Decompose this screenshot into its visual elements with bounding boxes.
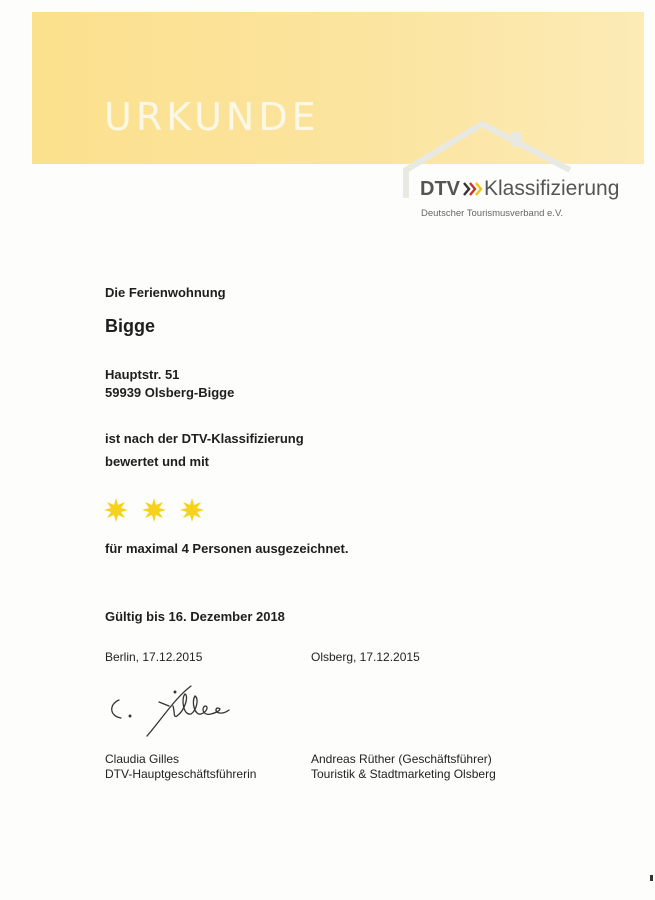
left-signer-name: Claudia Gilles (105, 752, 180, 766)
logo-subtitle: Deutscher Tourismusverband e.V. (421, 208, 564, 219)
certificate-title: URKUNDE (104, 95, 320, 139)
property-name: Bigge (105, 316, 156, 336)
logo-klassifizierung: Klassifizierung (484, 177, 620, 200)
award-text: für maximal 4 Personen ausgezeichnet. (105, 541, 349, 556)
street-address: Hauptstr. 51 (105, 367, 180, 382)
chevron-icon (461, 178, 483, 200)
right-signer-role: Touristik & Stadtmarketing Olsberg (311, 767, 496, 781)
right-signer-name: Andreas Rüther (Geschäftsführer) (311, 752, 492, 766)
left-signer-role: DTV-Hauptgeschäftsführerin (105, 767, 257, 781)
scan-mark (650, 875, 653, 881)
star-icon (104, 498, 128, 522)
right-place-date: Olsberg, 17.12.2015 (311, 650, 420, 664)
rated-line-1: ist nach der DTV-Klassifizierung (105, 431, 304, 446)
star-icon (142, 498, 166, 522)
intro-text: Die Ferienwohnung (105, 285, 226, 300)
star-rating (104, 497, 214, 523)
logo-dtv: DTV (420, 178, 460, 200)
signature-image (103, 680, 253, 740)
validity-text: Gültig bis 16. Dezember 2018 (105, 609, 285, 624)
star-icon (180, 498, 204, 522)
rated-line-2: bewertet und mit (105, 454, 210, 469)
left-place-date: Berlin, 17.12.2015 (105, 650, 203, 664)
city-address: 59939 Olsberg-Bigge (105, 385, 235, 400)
